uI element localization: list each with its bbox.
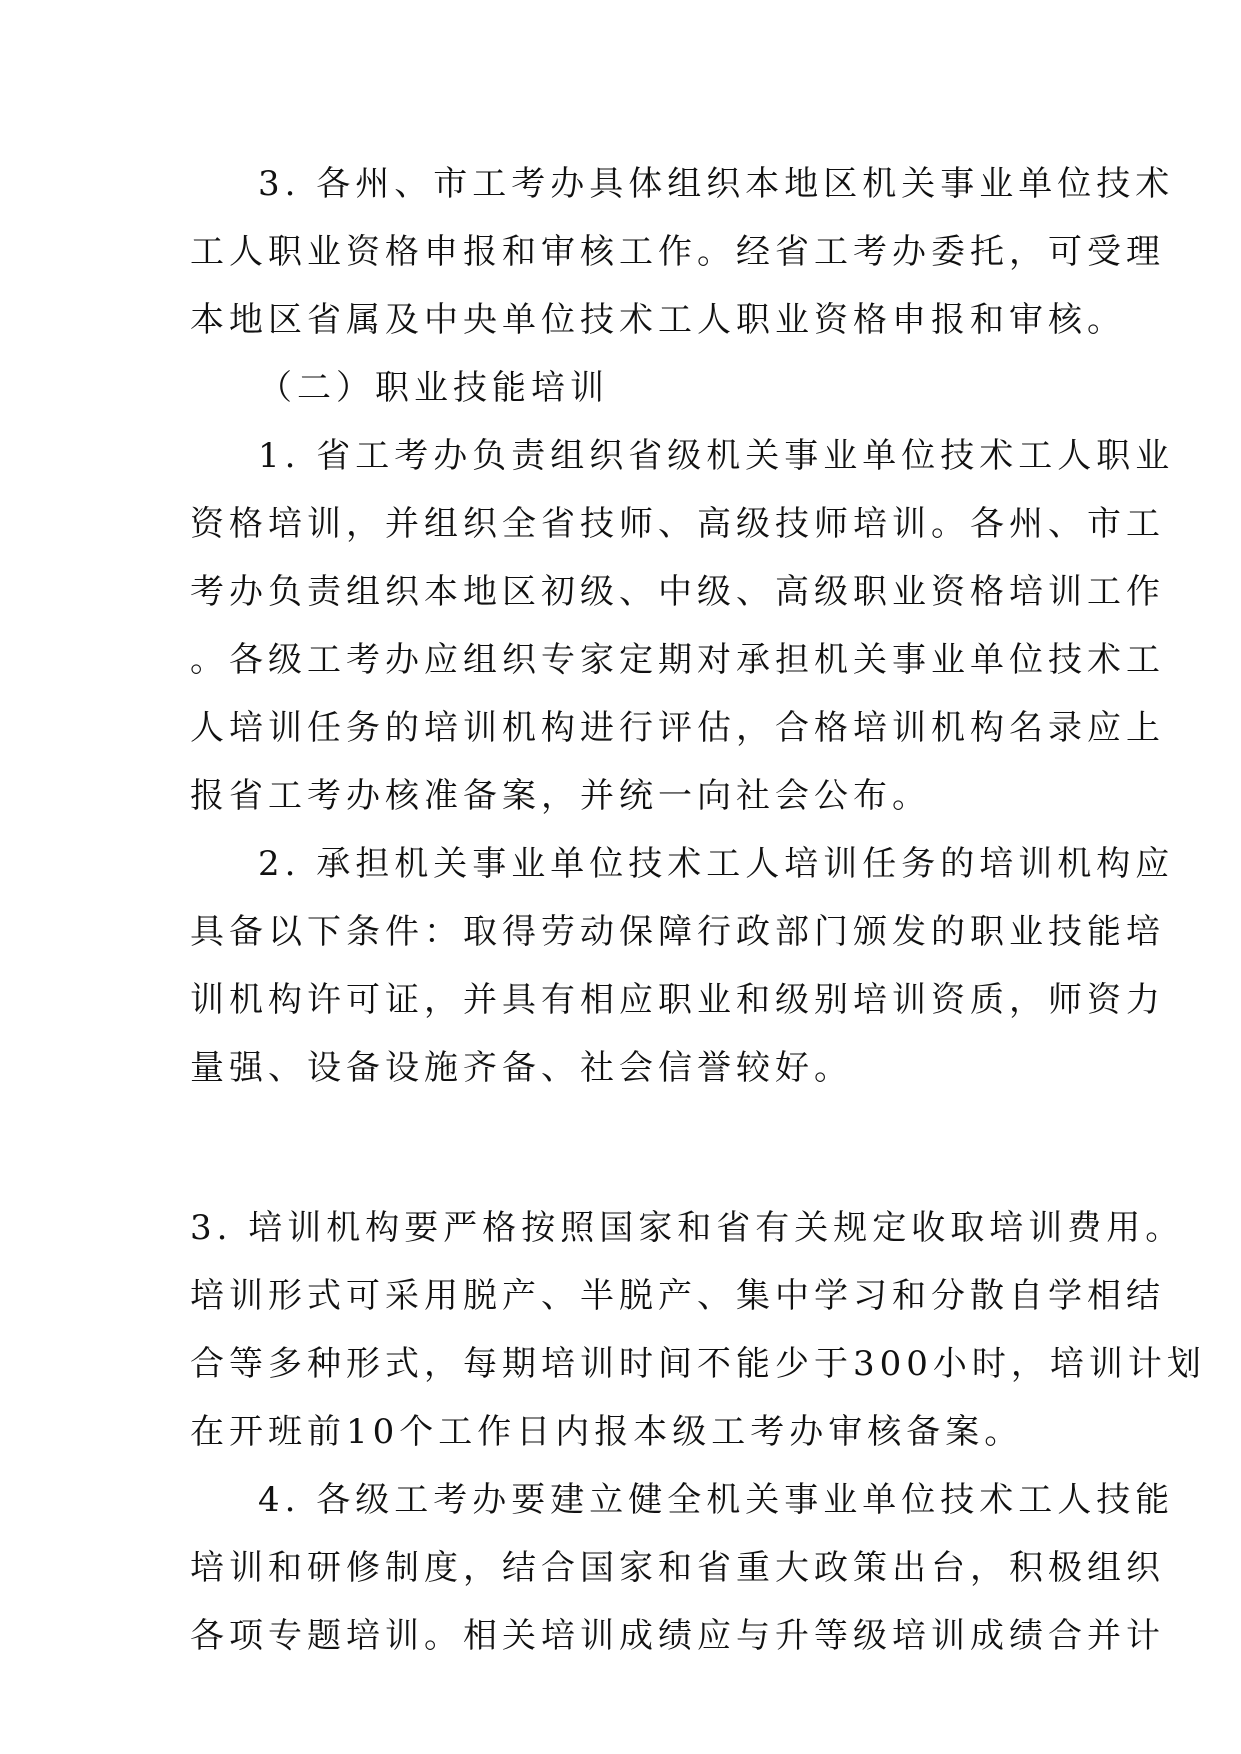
item-1-line-1: 1. 省工考办负责组织省级机关事业单位技术工人职业 xyxy=(258,436,1175,476)
item-1-line-6: 报省工考办核准备案，并统一向社会公布。 xyxy=(190,776,931,816)
item-4-line-2: 培训和研修制度，结合国家和省重大政策出台，积极组织 xyxy=(190,1548,1165,1588)
item-3-line-2: 培训形式可采用脱产、半脱产、集中学习和分散自学相结 xyxy=(190,1276,1165,1316)
item-4-line-3: 各项专题培训。相关培训成绩应与升等级培训成绩合并计 xyxy=(190,1616,1165,1656)
item-1-line-4: 。各级工考办应组织专家定期对承担机关事业单位技术工 xyxy=(190,640,1165,680)
item-2-line-2: 具备以下条件：取得劳动保障行政部门颁发的职业技能培 xyxy=(190,912,1165,952)
paragraph-3-line-2: 工人职业资格申报和审核工作。经省工考办委托，可受理 xyxy=(190,232,1165,272)
document-body xyxy=(190,150,1206,1670)
item-1-line-5: 人培训任务的培训机构进行评估，合格培训机构名录应上 xyxy=(190,708,1165,748)
item-1-line-2: 资格培训，并组织全省技师、高级技师培训。各州、市工 xyxy=(190,504,1165,544)
paragraph-3-line-3: 本地区省属及中央单位技术工人职业资格申报和审核。 xyxy=(190,300,1126,340)
item-2-line-4: 量强、设备设施齐备、社会信誉较好。 xyxy=(190,1048,853,1088)
paragraph-gap xyxy=(190,1102,1050,1194)
item-3-line-4: 在开班前10个工作日内报本级工考办审核备案。 xyxy=(190,1412,1024,1452)
item-3-line-1: 3. 培训机构要严格按照国家和省有关规定收取培训费用。 xyxy=(190,1208,1185,1248)
item-2-line-1: 2. 承担机关事业单位技术工人培训任务的培训机构应 xyxy=(258,844,1175,884)
paragraph-3-line-1: 3. 各州、市工考办具体组织本地区机关事业单位技术 xyxy=(258,164,1175,204)
item-2-line-3: 训机构许可证，并具有相应职业和级别培训资质，师资力 xyxy=(190,980,1165,1020)
item-1-line-3: 考办负责组织本地区初级、中级、高级职业资格培训工作 xyxy=(190,572,1165,612)
item-3-line-3: 合等多种形式，每期培训时间不能少于300小时，培训计划 xyxy=(190,1344,1206,1384)
item-4-line-1: 4. 各级工考办要建立健全机关事业单位技术工人技能 xyxy=(258,1480,1175,1520)
section-heading: （二）职业技能培训 xyxy=(258,368,609,408)
